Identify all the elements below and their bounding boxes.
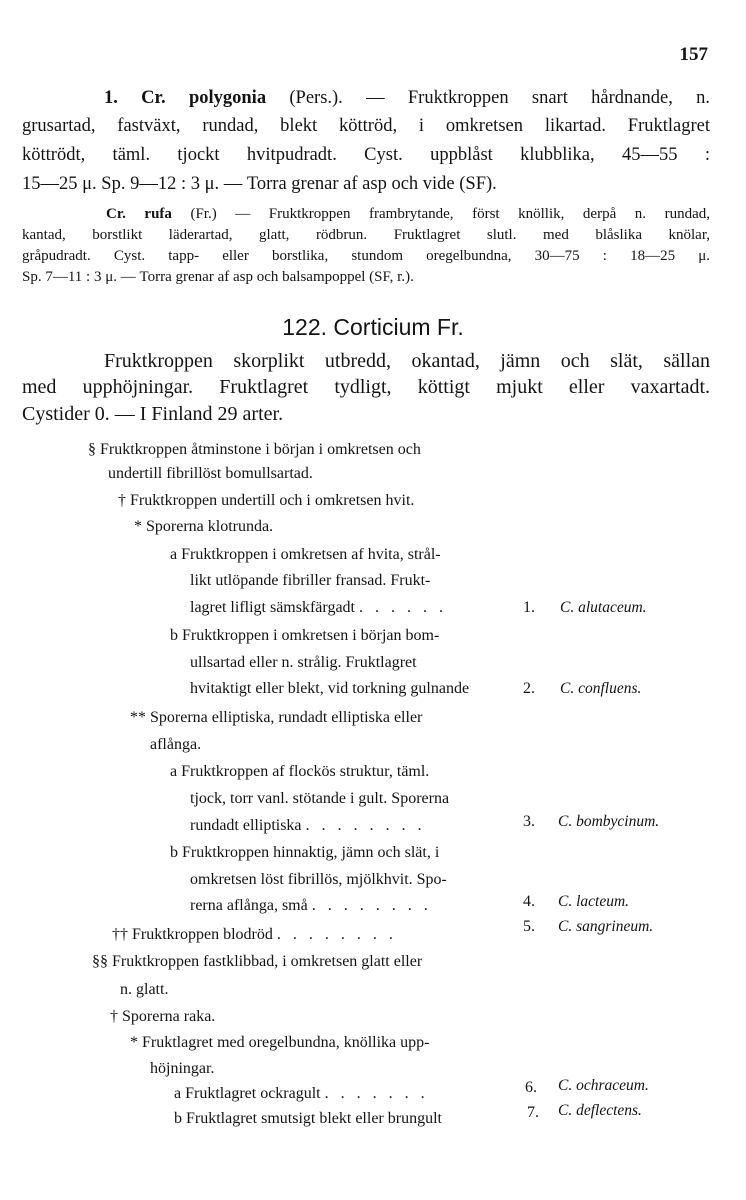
key-line: aflånga. (150, 736, 202, 753)
text-line: Fruktkroppen skorplikt utbredd, okantad, jämn och slät, sällan (104, 350, 710, 372)
species-number: 2. (523, 680, 535, 697)
species-name: C. bombycinum. (558, 813, 660, 830)
species-number: 1. (523, 599, 535, 616)
species-number: 7. (527, 1104, 539, 1121)
key-line: ** Sporerna elliptiska, rundadt elliptiska eller (130, 709, 423, 726)
key-line: b Fruktkroppen i omkretsen i början bom- (170, 627, 440, 644)
page-number: 157 (679, 44, 708, 65)
text-line: köttrödt, täml. tjockt hvitpudradt. Cyst. uppblåst klubblika, 45—55 : (22, 145, 710, 165)
key-line: b Fruktlagret smutsigt blekt eller brungult (174, 1110, 442, 1127)
genus-heading: 122. Corticium Fr. (282, 314, 464, 340)
key-line: * Sporerna klotrunda. (134, 518, 274, 535)
key-line: tjock, torr vanl. stötande i gult. Sporerna (190, 790, 450, 807)
key-line: b Fruktkroppen hinnaktig, jämn och slät, i (170, 844, 440, 861)
species-name: C. alutaceum. (560, 599, 647, 616)
species-name: C. deflectens. (558, 1102, 642, 1119)
species-number: 6. (525, 1079, 537, 1096)
key-line: a Fruktlagret ockragult . . . . . . . (174, 1085, 429, 1102)
species-number: 4. (523, 893, 535, 910)
key-line: * Fruktlagret med oregelbundna, knöllika upp- (130, 1034, 430, 1051)
key-line: likt utlöpande fibriller fransad. Frukt- (190, 572, 431, 589)
text-line: Cystider 0. — I Finland 29 arter. (22, 403, 284, 425)
species-name: C. sangrineum. (558, 918, 654, 935)
text-line: 1. Cr. polygonia (Pers.). — Fruktkroppen snart hårdnande, n. (104, 88, 710, 108)
text-line: grusartad, fastväxt, rundad, blekt köttröd, i omkretsen likartad. Fruktlagret (22, 116, 710, 136)
text-line: Cr. rufa (Fr.) — Fruktkroppen frambrytande, först knöllik, derpå n. rundad, (106, 206, 710, 222)
key-line: ullsartad eller n. strålig. Fruktlagret (190, 654, 417, 671)
key-line: a Fruktkroppen i omkretsen af hvita, strål- (170, 546, 441, 563)
species-number: 3. (523, 813, 535, 830)
species-number: 5. (523, 918, 535, 935)
key-line: a Fruktkroppen af flockös struktur, täml. (170, 763, 430, 780)
key-line: rerna aflånga, små . . . . . . . . (190, 897, 432, 914)
text-line: med upphöjningar. Fruktlagret tydligt, köttigt mjukt eller vaxartadt. (22, 376, 710, 398)
text-line: 15—25 μ. Sp. 9—12 : 3 μ. — Torra grenar af asp och vide (SF). (22, 174, 497, 194)
key-line: lagret lifligt sämskfärgadt . . . . . . (190, 599, 447, 616)
text-line: gråpudradt. Cyst. tapp- eller borstlika, stundom oregelbundna, 30—75 : 18—25 μ. (22, 248, 710, 264)
key-line: † Fruktkroppen undertill och i omkretsen hvit. (118, 492, 415, 509)
key-line: rundadt elliptiska . . . . . . . . (190, 817, 426, 834)
key-line: hvitaktigt eller blekt, vid torkning gulnande (190, 680, 470, 697)
key-line: undertill fibrillöst bomullsartad. (108, 465, 313, 482)
key-line: † Sporerna raka. (110, 1008, 216, 1025)
text-line: kantad, borstlikt läderartad, glatt, rödbrun. Fruktlagret slutl. med blåslika knölar, (22, 227, 710, 243)
key-line: †† Fruktkroppen blodröd . . . . . . . . (112, 926, 397, 943)
key-line: § Fruktkroppen åtminstone i början i omkretsen och (88, 441, 421, 458)
key-line: höjningar. (150, 1060, 215, 1077)
text-line: Sp. 7—11 : 3 μ. — Torra grenar af asp och balsampoppel (SF, r.). (22, 269, 414, 285)
key-line: omkretsen löst fibrillös, mjölkhvit. Spo- (190, 871, 447, 888)
species-name: C. confluens. (560, 680, 642, 697)
key-line: n. glatt. (120, 981, 169, 998)
key-line: §§ Fruktkroppen fastklibbad, i omkretsen glatt eller (92, 953, 423, 970)
species-name: C. lacteum. (558, 893, 630, 910)
species-name: C. ochraceum. (558, 1077, 649, 1094)
